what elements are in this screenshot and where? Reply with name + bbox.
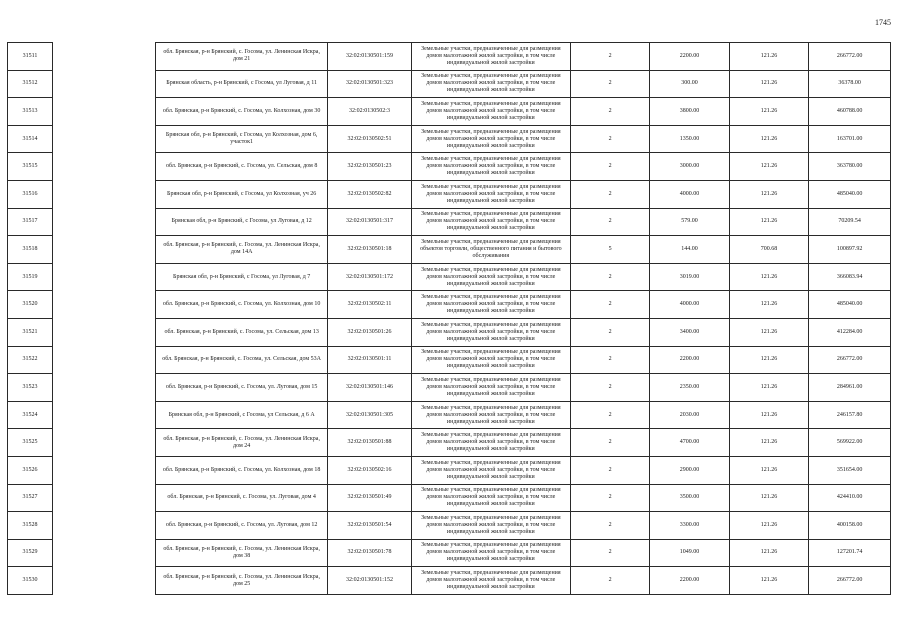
group-cell: 2 <box>570 401 649 429</box>
row-number-cell: 31517 <box>8 208 53 236</box>
permitted-use-cell: Земельные участки, предназначенные для размещения домов малоэтажной жилой застройки, в том числе индивидуальной жилой застройки <box>411 456 570 484</box>
address-cell: Брянская обл, р-н Брянский, с Госома, ул Луговая, д 12 <box>156 208 328 236</box>
permitted-use-cell: Земельные участки, предназначенные для размещения домов малоэтажной жилой застройки, в том числе индивидуальной жилой застройки <box>411 484 570 512</box>
cadastral-number-cell: 32:02:0130502:16 <box>328 456 412 484</box>
table-row <box>8 291 891 319</box>
area-cell: 3800.00 <box>650 98 729 126</box>
cadastral-value-cell: 400158.00 <box>809 512 891 540</box>
address-cell: обл. Брянская, р-н Брянский, с. Госома, ул. Ленинская Искра, дом 38 <box>156 539 328 567</box>
group-cell: 2 <box>570 263 649 291</box>
cadastral-number-cell: 32:02:0130501:49 <box>328 484 412 512</box>
group-cell: 2 <box>570 512 649 540</box>
permitted-use-cell: Земельные участки, предназначенные для размещения домов малоэтажной жилой застройки, в том числе индивидуальной жилой застройки <box>411 98 570 126</box>
cadastral-number-cell: 32:02:0130501:305 <box>328 401 412 429</box>
area-cell: 2350.00 <box>650 374 729 402</box>
cadastral-value-cell: 246157.80 <box>809 401 891 429</box>
row-number-cell: 31526 <box>8 456 53 484</box>
group-cell: 2 <box>570 153 649 181</box>
group-cell: 2 <box>570 318 649 346</box>
permitted-use-cell: Земельные участки, предназначенные для размещения домов малоэтажной жилой застройки, в том числе индивидуальной жилой застройки <box>411 429 570 457</box>
address-cell: обл. Брянская, р-н Брянский, с. Госома, ул. Колхозная, дом 18 <box>156 456 328 484</box>
group-cell: 2 <box>570 567 649 595</box>
cadastral-value-cell: 100897.92 <box>809 236 891 264</box>
table-row <box>8 429 891 457</box>
address-cell: Брянская область, р-н Брянский, с Госома, ул Луговая, д 11 <box>156 70 328 98</box>
area-cell: 2030.00 <box>650 401 729 429</box>
cadastral-number-cell: 32:02:0130501:146 <box>328 374 412 402</box>
rate-cell: 121.26 <box>729 374 808 402</box>
row-number-cell: 31524 <box>8 401 53 429</box>
table-row <box>8 456 891 484</box>
table-row <box>8 401 891 429</box>
area-cell: 3019.00 <box>650 263 729 291</box>
row-number-cell: 31521 <box>8 318 53 346</box>
row-number-cell: 31513 <box>8 98 53 126</box>
permitted-use-cell: Земельные участки, предназначенные для размещения домов малоэтажной жилой застройки, в том числе индивидуальной жилой застройки <box>411 70 570 98</box>
area-cell: 3000.00 <box>650 153 729 181</box>
blank-cell <box>53 291 156 319</box>
table-row <box>8 539 891 567</box>
rate-cell: 700.68 <box>729 236 808 264</box>
address-cell: обл. Брянская, р-н Брянский, с. Госома, ул. Ленинская Искра, дом 21 <box>156 43 328 71</box>
address-cell: обл. Брянская, р-н Брянский, с. Госома, ул. Сельская, дом 53А <box>156 346 328 374</box>
cadastral-number-cell: 32:02:0130501:78 <box>328 539 412 567</box>
permitted-use-cell: Земельные участки, предназначенные для размещения домов малоэтажной жилой застройки, в том числе индивидуальной жилой застройки <box>411 346 570 374</box>
group-cell: 2 <box>570 180 649 208</box>
blank-cell <box>53 401 156 429</box>
row-number-cell: 31523 <box>8 374 53 402</box>
rate-cell: 121.26 <box>729 346 808 374</box>
row-number-cell: 31514 <box>8 125 53 153</box>
cadastral-value-cell: 163701.00 <box>809 125 891 153</box>
address-cell: Брянская обл, р-н Брянский, с Госома, ул Колхозная, уч 26 <box>156 180 328 208</box>
row-number-cell: 31519 <box>8 263 53 291</box>
group-cell: 2 <box>570 43 649 71</box>
permitted-use-cell: Земельные участки, предназначенные для размещения домов малоэтажной жилой застройки, в том числе индивидуальной жилой застройки <box>411 208 570 236</box>
area-cell: 3300.00 <box>650 512 729 540</box>
area-cell: 3400.00 <box>650 318 729 346</box>
address-cell: обл. Брянская, р-н Брянский, с. Госома, ул. Луговая, дом 15 <box>156 374 328 402</box>
row-number-cell: 31516 <box>8 180 53 208</box>
row-number-cell: 31518 <box>8 236 53 264</box>
cadastral-value-cell: 485040.00 <box>809 180 891 208</box>
cadastral-value-cell: 424410.00 <box>809 484 891 512</box>
table-row <box>8 374 891 402</box>
group-cell: 2 <box>570 208 649 236</box>
table-row <box>8 180 891 208</box>
address-cell: обл. Брянская, р-н Брянский, с. Госома, ул. Колхозная, дом 30 <box>156 98 328 126</box>
row-number-cell: 31528 <box>8 512 53 540</box>
cadastral-value-cell: 351654.00 <box>809 456 891 484</box>
cadastral-value-cell: 266772.00 <box>809 346 891 374</box>
group-cell: 5 <box>570 236 649 264</box>
permitted-use-cell: Земельные участки, предназначенные для размещения домов малоэтажной жилой застройки, в том числе индивидуальной жилой застройки <box>411 401 570 429</box>
cadastral-number-cell: 32:02:0130502:11 <box>328 291 412 319</box>
address-cell: обл. Брянская, р-н Брянский, с. Госома, ул. Ленинская Искра, дом 14А <box>156 236 328 264</box>
row-number-cell: 31511 <box>8 43 53 71</box>
row-number-cell: 31515 <box>8 153 53 181</box>
blank-cell <box>53 98 156 126</box>
blank-cell <box>53 125 156 153</box>
row-number-cell: 31525 <box>8 429 53 457</box>
permitted-use-cell: Земельные участки, предназначенные для размещения домов малоэтажной жилой застройки, в том числе индивидуальной жилой застройки <box>411 153 570 181</box>
table-row <box>8 43 891 71</box>
area-cell: 144.00 <box>650 236 729 264</box>
blank-cell <box>53 512 156 540</box>
blank-cell <box>53 567 156 595</box>
cadastral-number-cell: 32:02:0130501:172 <box>328 263 412 291</box>
permitted-use-cell: Земельные участки, предназначенные для размещения домов малоэтажной жилой застройки, в том числе индивидуальной жилой застройки <box>411 180 570 208</box>
blank-cell <box>53 318 156 346</box>
address-cell: обл. Брянская, р-н Брянский, с. Госома, ул. Ленинская Искра, дом 24 <box>156 429 328 457</box>
blank-cell <box>53 539 156 567</box>
group-cell: 2 <box>570 98 649 126</box>
permitted-use-cell: Земельные участки, предназначенные для размещения домов малоэтажной жилой застройки, в том числе индивидуальной жилой застройки <box>411 43 570 71</box>
rate-cell: 121.26 <box>729 429 808 457</box>
permitted-use-cell: Земельные участки, предназначенные для размещения домов малоэтажной жилой застройки, в том числе индивидуальной жилой застройки <box>411 374 570 402</box>
cadastral-value-cell: 569922.00 <box>809 429 891 457</box>
group-cell: 2 <box>570 346 649 374</box>
permitted-use-cell: Земельные участки, предназначенные для размещения домов малоэтажной жилой застройки, в том числе индивидуальной жилой застройки <box>411 125 570 153</box>
address-cell: обл. Брянская, р-н Брянский, с. Госома, ул. Ленинская Искра, дом 25 <box>156 567 328 595</box>
area-cell: 1049.00 <box>650 539 729 567</box>
address-cell: обл. Брянская, р-н Брянский, с. Госома, ул. Колхозная, дом 10 <box>156 291 328 319</box>
cadastral-number-cell: 32:02:0130502:82 <box>328 180 412 208</box>
rate-cell: 121.26 <box>729 567 808 595</box>
cadastral-value-cell: 70209.54 <box>809 208 891 236</box>
table-row <box>8 236 891 264</box>
cadastral-number-cell: 32:02:0130501:152 <box>328 567 412 595</box>
area-cell: 3500.00 <box>650 484 729 512</box>
cadastral-value-cell: 36378.00 <box>809 70 891 98</box>
area-cell: 2200.00 <box>650 346 729 374</box>
blank-cell <box>53 70 156 98</box>
rate-cell: 121.26 <box>729 401 808 429</box>
blank-cell <box>53 180 156 208</box>
area-cell: 4000.00 <box>650 291 729 319</box>
row-number-cell: 31512 <box>8 70 53 98</box>
address-cell: обл. Брянская, р-н Брянский, с. Госома, ул. Луговая, дом 4 <box>156 484 328 512</box>
address-cell: Брянская обл, р-н Брянский, с Госома, ул Сельская, д 6 А <box>156 401 328 429</box>
table-row <box>8 70 891 98</box>
permitted-use-cell: Земельные участки, предназначенные для размещения домов малоэтажной жилой застройки, в том числе индивидуальной жилой застройки <box>411 567 570 595</box>
cadastral-value-cell: 460788.00 <box>809 98 891 126</box>
rate-cell: 121.26 <box>729 70 808 98</box>
blank-cell <box>53 374 156 402</box>
cadastral-value-cell: 363780.00 <box>809 153 891 181</box>
table-row <box>8 512 891 540</box>
cadastral-value-cell: 127201.74 <box>809 539 891 567</box>
page-number: 1745 <box>875 18 891 27</box>
area-cell: 2900.00 <box>650 456 729 484</box>
table-row <box>8 484 891 512</box>
group-cell: 2 <box>570 429 649 457</box>
cadastral-number-cell: 32:02:0130501:11 <box>328 346 412 374</box>
rate-cell: 121.26 <box>729 291 808 319</box>
address-cell: обл. Брянская, р-н Брянский, с. Госома, ул. Сельская, дом 13 <box>156 318 328 346</box>
cadastral-number-cell: 32:02:0130501:23 <box>328 153 412 181</box>
rate-cell: 121.26 <box>729 318 808 346</box>
blank-cell <box>53 429 156 457</box>
group-cell: 2 <box>570 456 649 484</box>
rate-cell: 121.26 <box>729 208 808 236</box>
cadastral-value-cell: 485040.00 <box>809 291 891 319</box>
land-register-table <box>7 42 891 595</box>
address-cell: Брянская обл, р-н Брянский, с Госома, ул Луговая, д 7 <box>156 263 328 291</box>
blank-cell <box>53 236 156 264</box>
table-row <box>8 153 891 181</box>
permitted-use-cell: Земельные участки, предназначенные для размещения домов малоэтажной жилой застройки, в том числе индивидуальной жилой застройки <box>411 512 570 540</box>
area-cell: 2200.00 <box>650 567 729 595</box>
rate-cell: 121.26 <box>729 153 808 181</box>
cadastral-value-cell: 266772.00 <box>809 43 891 71</box>
permitted-use-cell: Земельные участки, предназначенные для размещения домов малоэтажной жилой застройки, в том числе индивидуальной жилой застройки <box>411 263 570 291</box>
permitted-use-cell: Земельные участки, предназначенные для размещения домов малоэтажной жилой застройки, в том числе индивидуальной жилой застройки <box>411 291 570 319</box>
row-number-cell: 31527 <box>8 484 53 512</box>
group-cell: 2 <box>570 70 649 98</box>
rate-cell: 121.26 <box>729 539 808 567</box>
table-row <box>8 98 891 126</box>
group-cell: 2 <box>570 484 649 512</box>
cadastral-value-cell: 366083.94 <box>809 263 891 291</box>
permitted-use-cell: Земельные участки, предназначенные для размещения объектов торговли, общественного питания и бытового обслуживания <box>411 236 570 264</box>
cadastral-number-cell: 32:02:0130501:88 <box>328 429 412 457</box>
address-cell: обл. Брянская, р-н Брянский, с. Госома, ул. Сельская, дом 8 <box>156 153 328 181</box>
cadastral-number-cell: 32:02:0130501:323 <box>328 70 412 98</box>
blank-cell <box>53 484 156 512</box>
blank-cell <box>53 153 156 181</box>
blank-cell <box>53 43 156 71</box>
permitted-use-cell: Земельные участки, предназначенные для размещения домов малоэтажной жилой застройки, в том числе индивидуальной жилой застройки <box>411 318 570 346</box>
rate-cell: 121.26 <box>729 456 808 484</box>
rate-cell: 121.26 <box>729 98 808 126</box>
rate-cell: 121.26 <box>729 263 808 291</box>
row-number-cell: 31522 <box>8 346 53 374</box>
rate-cell: 121.26 <box>729 180 808 208</box>
area-cell: 1350.00 <box>650 125 729 153</box>
area-cell: 2200.00 <box>650 43 729 71</box>
address-cell: Брянская обл, р-н Брянский, с Госома, ул Колхозная, дом 6, участок1 <box>156 125 328 153</box>
group-cell: 2 <box>570 539 649 567</box>
cadastral-number-cell: 32:02:0130502:51 <box>328 125 412 153</box>
rate-cell: 121.26 <box>729 43 808 71</box>
row-number-cell: 31529 <box>8 539 53 567</box>
cadastral-value-cell: 284961.00 <box>809 374 891 402</box>
cadastral-value-cell: 266772.00 <box>809 567 891 595</box>
area-cell: 4000.00 <box>650 180 729 208</box>
cadastral-number-cell: 32:02:0130501:159 <box>328 43 412 71</box>
cadastral-number-cell: 32:02:0130501:317 <box>328 208 412 236</box>
group-cell: 2 <box>570 291 649 319</box>
blank-cell <box>53 208 156 236</box>
address-cell: обл. Брянская, р-н Брянский, с. Госома, ул. Луговая, дом 12 <box>156 512 328 540</box>
table-row <box>8 567 891 595</box>
blank-cell <box>53 346 156 374</box>
rate-cell: 121.26 <box>729 125 808 153</box>
rate-cell: 121.26 <box>729 484 808 512</box>
blank-cell <box>53 263 156 291</box>
area-cell: 4700.00 <box>650 429 729 457</box>
row-number-cell: 31530 <box>8 567 53 595</box>
rate-cell: 121.26 <box>729 512 808 540</box>
group-cell: 2 <box>570 374 649 402</box>
table-row <box>8 125 891 153</box>
row-number-cell: 31520 <box>8 291 53 319</box>
blank-cell <box>53 456 156 484</box>
cadastral-number-cell: 32:02:0130501:54 <box>328 512 412 540</box>
cadastral-value-cell: 412284.00 <box>809 318 891 346</box>
area-cell: 579.00 <box>650 208 729 236</box>
cadastral-number-cell: 32:02:0130502:3 <box>328 98 412 126</box>
cadastral-number-cell: 32:02:0130501:26 <box>328 318 412 346</box>
table-row <box>8 208 891 236</box>
area-cell: 300.00 <box>650 70 729 98</box>
cadastral-number-cell: 32:02:0130501:18 <box>328 236 412 264</box>
table-body <box>8 43 891 595</box>
table-row <box>8 346 891 374</box>
table-row <box>8 318 891 346</box>
permitted-use-cell: Земельные участки, предназначенные для размещения домов малоэтажной жилой застройки, в том числе индивидуальной жилой застройки <box>411 539 570 567</box>
group-cell: 2 <box>570 125 649 153</box>
table-row <box>8 263 891 291</box>
